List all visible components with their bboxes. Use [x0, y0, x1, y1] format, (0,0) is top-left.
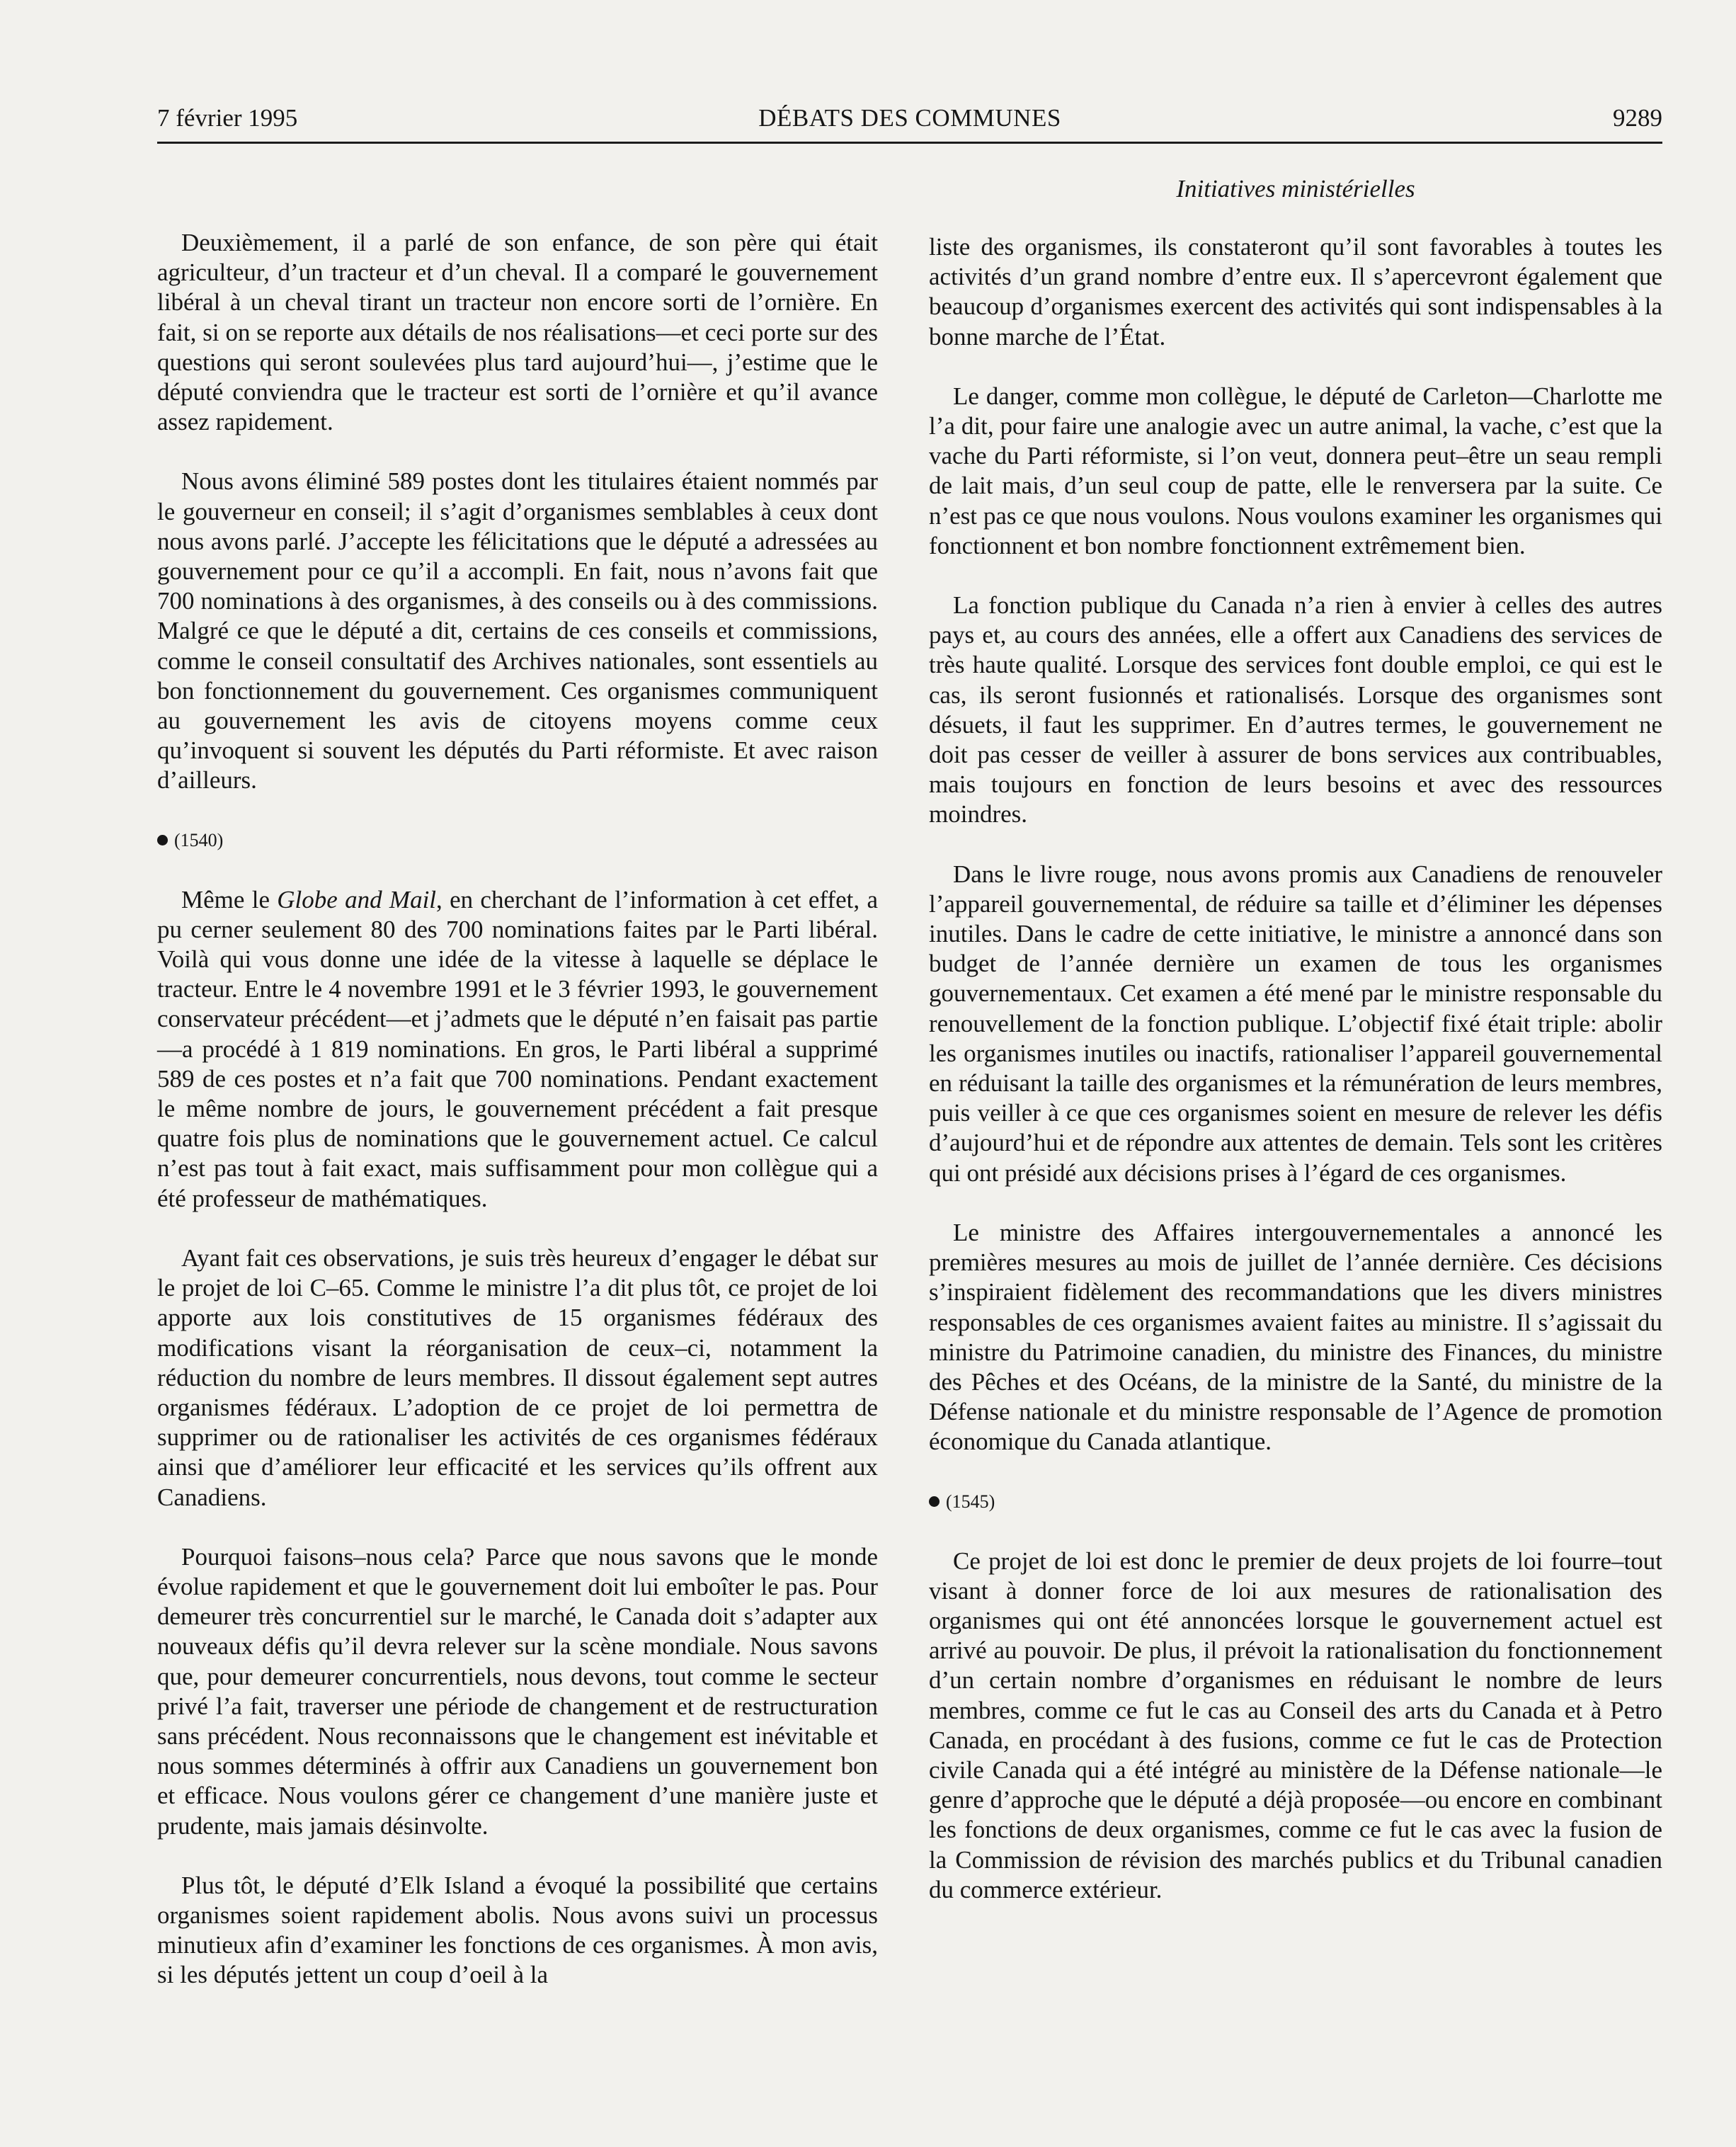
paragraph: Deuxièmement, il a parlé de son enfance, de son père qui était agriculteur, d’un tracteur et d’un cheval. Il a comparé le gouvernement libéral à un cheval tirant un tracteur non encore sorti de l’ornière. En fait, si on se reporte aux détails de nos réalisations—et ceci porte sur des questions qui seront soulevées plus tard aujourd’hui—, j’estime que le député conviendra que le tracteur est sorti de l’ornière et qu’il avance assez rapidement.	[157, 229, 878, 436]
paragraph: Le ministre des Affaires intergouvernementales a annoncé les premières mesures au mois de juillet de l’année dernière. Ces décisions s’inspiraient fidèlement des recommandations que les divers ministres responsables de ces organismes avaient faites au ministre. Il s’agissait du ministre du Patrimoine canadien, du ministre des Finances, du ministre des Pêches et des Océans, de la ministre de la Santé, du ministre de la Défense nationale et du ministre responsable de l’Agence de promotion économique du Canada atlantique.	[929, 1218, 1662, 1456]
header-date: 7 février 1995	[157, 104, 298, 132]
paragraph: Plus tôt, le député d’Elk Island a évoqué la possibilité que certains organismes soient rapidement abolis. Nous avons suivi un processus minutieux afin d’examiner les fonctions de ces organismes. À mon avis, si les députés jettent un coup d’oeil à la	[157, 1871, 878, 1989]
paragraph-continued: liste des organismes, ils constateront qu’il sont favorables à toutes les activités d’un grand nombre d’entre eux. Il s’apercevront également que beaucoup d’organismes exercent des activités qui sont indispensables à la bonne marche de l’État.	[929, 233, 1662, 351]
paragraph-text: , en cherchant de l’information à cet effet, a pu cerner seulement 80 des 700 nominations faites par le Parti libéral. Voilà qui vous donne une idée de la vitesse à laquelle se déplace le tracteur. Entre le 4 novembre 1991 et le 3 février 1993, le gouvernement conservateur précédent—et j’admets que le député n’en faisait pas partie—a procédé à 1 819 nominations. En gros, le Parti libéral a supprimé 589 de ces postes et n’a fait que 700 nominations. Pendant exactement le même nombre de jours, le gouvernement précédent a fait presque quatre fois plus de nominations que le gouvernement actuel. Ce calcul n’est pas tout à fait exact, mais suffisamment pour mon collègue qui a été professeur de mathématiques.	[157, 885, 878, 1212]
timestamp-marker	[157, 826, 878, 855]
paragraph: Nous avons éliminé 589 postes dont les titulaires étaient nommés par le gouverneur en conseil; il s’agit d’organismes semblables à ceux dont nous avons parlé. J’accepte les félicitations que le député a adressées au gouvernement pour ce qu’il a accompli. En fait, nous n’avons fait que 700 nominations à des organismes, à des conseils ou à des commissions. Malgré ce que le député a dit, certains de ces conseils et commissions, comme le conseil consultatif des Archives nationales, sont essentiels au bon fonctionnement du gouvernement. Ces organismes communiquent au gouvernement les avis de citoyens moyens comme ceux qu’invoquent si souvent les députés du Parti réformiste. Et avec raison d’ailleurs.	[157, 467, 878, 795]
paragraph: Ayant fait ces observations, je suis très heureux d’engager le débat sur le projet de loi C–65. Comme le ministre l’a dit plus tôt, ce projet de loi apporte aux lois constitutives de 15 organismes fédéraux des modifications visant la réorganisation de ceux–ci, notamment la réduction du nombre de leurs membres. Il dissout également sept autres organismes fédéraux. L’adoption de ce projet de loi permettra de supprimer ou de rationaliser les activités de ces organismes fédéraux ainsi que d’améliorer leur efficacité et les services qu’ils offrent aux Canadiens.	[157, 1243, 878, 1511]
right-column	[929, 232, 1662, 1905]
header-rule	[157, 142, 1662, 144]
page-header	[157, 99, 1662, 137]
bullet-icon	[929, 1496, 940, 1507]
paragraph: Le danger, comme mon collègue, le député de Carleton—Charlotte me l’a dit, pour faire une analogie avec un autre animal, la vache, c’est que la vache du Parti réformiste, si l’on veut, donnera peut–être un seau rempli de lait mais, d’un seul coup de patte, elle le renversera par la suite. Ce n’est pas ce que nous voulons. Nous voulons examiner les organismes qui fonctionnent et bon nombre fonctionnent extrêmement bien.	[929, 382, 1662, 559]
paragraph: Pourquoi faisons–nous cela? Parce que nous savons que le monde évolue rapidement et que le gouvernement doit lui emboîter le pas. Pour demeurer très concurrentiel sur le marché, le Canada doit s’adapter aux nouveaux défis qu’il devra relever sur la scène mondiale. Nous savons que, pour demeurer concurrentiels, nous devons, tout comme le secteur privé l’a fait, traverser une période de changement et de restructuration sans précédent. Nous reconnaissons que le changement est inévitable et nous sommes déterminés à offrir aux Canadiens un gouvernement bon et efficace. Nous voulons gérer ce changement d’une manière juste et prudente, mais jamais désinvolte.	[157, 1542, 878, 1840]
timestamp: (1545)	[946, 1491, 995, 1512]
header-title: DÉBATS DES COMMUNES	[758, 104, 1061, 132]
timestamp-marker	[929, 1487, 1662, 1517]
paragraph	[157, 885, 878, 1214]
timestamp: (1540)	[174, 829, 224, 850]
header-page-number: 9289	[1613, 104, 1662, 132]
paragraph: La fonction publique du Canada n’a rien à envier à celles des autres pays et, au cours des années, elle a offert aux Canadiens des services de très haute qualité. Lorsque des services font double emploi, ce qui est le cas, ils seront fusionnés et rationalisés. Lorsque des organismes sont désuets, il faut les supprimer. En d’autres termes, le gouvernement ne doit pas cesser de veiller à assurer de bons services aux contribuables, mais toujours en fonction de leurs besoins et avec des ressources moindres.	[929, 591, 1662, 828]
paragraph-text: Même le	[181, 885, 278, 913]
left-column	[157, 228, 878, 1991]
paragraph: Dans le livre rouge, nous avons promis aux Canadiens de renouveler l’appareil gouvernemental, de réduire sa taille et d’éliminer les dépenses inutiles. Dans le cadre de cette initiative, le ministre a annoncé dans son budget de l’année dernière un examen de tous les organismes gouvernementaux. Cet examen a été mené par le ministre responsable du renouvellement de la fonction publique. L’objectif fixé était triple: abolir les organismes inutiles ou inactifs, rationaliser l’appareil gouvernemental en réduisant la taille des organismes et la rémunération de leurs membres, puis veiller à ce que ces organismes soient en mesure de relever les défis d’aujourd’hui et de répondre aux attentes de demain. Tels sont les critères qui ont présidé aux décisions prises à l’égard de ces organismes.	[929, 860, 1662, 1187]
bullet-icon	[157, 835, 168, 845]
newspaper-title: Globe and Mail	[277, 885, 437, 913]
section-label: Initiatives ministérielles	[1176, 175, 1415, 203]
paragraph: Ce projet de loi est donc le premier de deux projets de loi fourre–tout visant à donner force de loi aux mesures de rationalisation des organismes qui ont été annoncées lorsque le gouvernement actuel est arrivé au pouvoir. De plus, il prévoit la rationalisation du fonctionnement d’un certain nombre d’organismes en réduisant le nombre de leurs membres, comme ce fut le cas au Conseil des arts du Canada et à Petro Canada, en procédant à des fusions, comme ce fut le cas de Protection civile Canada qui a été intégré au ministère de la Défense nationale—le genre d’approche que le député a déjà proposée—ou encore en combinant les fonctions de deux organismes, comme ce fut le cas avec la fusion de la Commission de révision des marchés publics et du Tribunal canadien du commerce extérieur.	[929, 1547, 1662, 1903]
